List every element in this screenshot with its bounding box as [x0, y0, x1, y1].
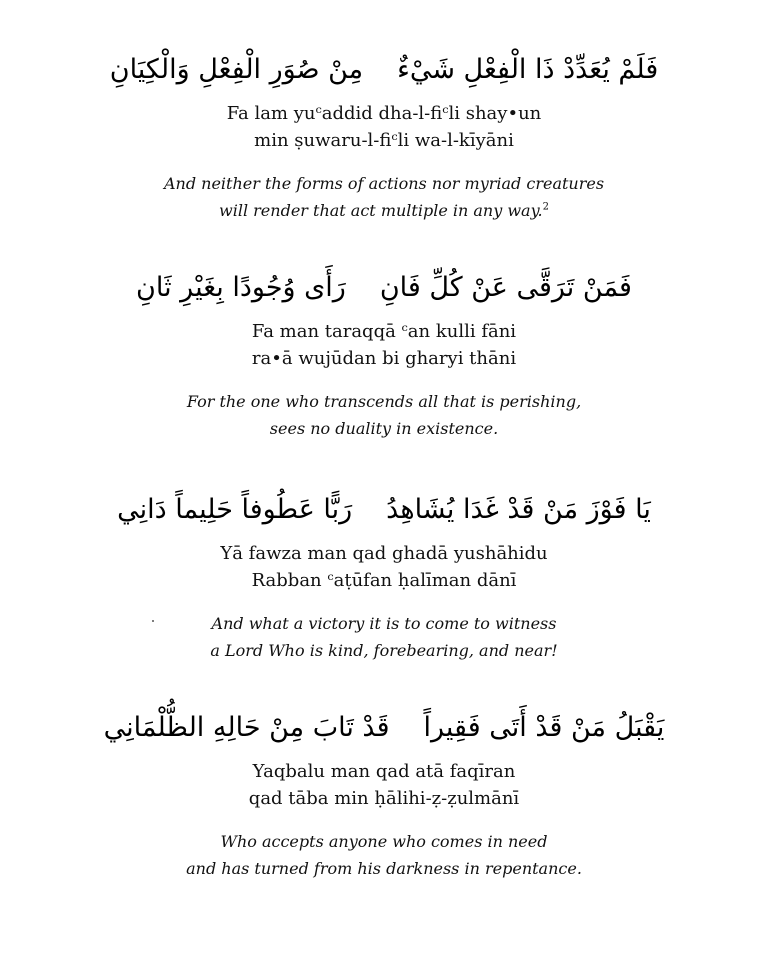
arabic-hemistich-first: فَلَمْ يُعَدِّدْ ذَا الْفِعْلِ شَيْءٌ: [397, 54, 659, 85]
arabic-verse: [0, 50, 768, 94]
translation: [0, 388, 768, 442]
arabic-verse: [0, 490, 768, 534]
transliteration-line: Yaqbalu man qad atā faqīran: [252, 761, 516, 782]
transliteration: [0, 318, 768, 372]
arabic-hemistich-second: قَدْ تَابَ مِنْ حَالِهِ الظُّلْمَانِي: [103, 712, 390, 743]
arabic-verse: [0, 268, 768, 312]
stanza-4: [0, 708, 768, 882]
arabic-hemistich-second: رَأَى وُجُودًا بِغَيْرِ ثَانِ: [136, 272, 346, 303]
transliteration-line: Fa lam yuᶜaddid dha-l-fiᶜli shay•un: [226, 103, 542, 124]
arabic-hemistich-first: يَقْبَلُ مَنْ قَدْ أَتَى فَقِيراً: [423, 712, 665, 743]
footnote-marker: 2: [542, 201, 549, 213]
translation-line: And what a victory it is to come to witness: [211, 614, 557, 633]
stanza-1: [0, 50, 768, 224]
transliteration-line: Fa man taraqqā ᶜan kulli fāni: [251, 321, 517, 342]
translation-line: a Lord Who is kind, forebearing, and near!: [210, 641, 558, 660]
transliteration: [0, 758, 768, 812]
transliteration-line: Yā fawza man qad ghadā yushāhidu: [220, 543, 548, 564]
arabic-hemistich-first: فَمَنْ تَرَقَّى عَنْ كُلِّ فَانِ: [379, 272, 632, 303]
translation: [0, 610, 768, 664]
arabic-verse: [0, 708, 768, 752]
translation-line-text: will render that act multiple in any way.: [219, 201, 543, 220]
transliteration-line: qad tāba min ḥālihi-ẓ-ẓulmānī: [248, 788, 520, 809]
transliteration: [0, 540, 768, 594]
translation-line: And neither the forms of actions nor myriad creatures: [163, 174, 605, 193]
stray-dot: [152, 620, 154, 622]
arabic-hemistich-second: رَبًّا عَطُوفاً حَلِيماً دَانِي: [117, 494, 353, 525]
translation-line: sees no duality in existence.: [269, 419, 499, 438]
arabic-hemistich-first: يَا فَوْزَ مَنْ قَدْ غَدَا يُشَاهِدُ: [386, 494, 651, 525]
translation-line: For the one who transcends all that is perishing,: [186, 392, 582, 411]
translation-line: [0, 197, 768, 224]
translation-line: Who accepts anyone who comes in need: [220, 832, 548, 851]
transliteration: [0, 100, 768, 154]
transliteration-line: min ṣuwaru-l-fiᶜli wa-l-kīyāni: [254, 130, 514, 151]
translation: [0, 828, 768, 882]
stanza-2: [0, 268, 768, 442]
arabic-hemistich-second: مِنْ صُوَرِ الْفِعْلِ وَالْكِيَانِ: [109, 54, 364, 85]
transliteration-line: Rabban ᶜaṭūfan ḥalīman dānī: [251, 570, 517, 591]
translation-line: and has turned from his darkness in repentance.: [186, 859, 582, 878]
translation: [0, 170, 768, 224]
transliteration-line: ra•ā wujūdan bi gharyi thāni: [251, 348, 517, 369]
stanza-3: [0, 490, 768, 664]
